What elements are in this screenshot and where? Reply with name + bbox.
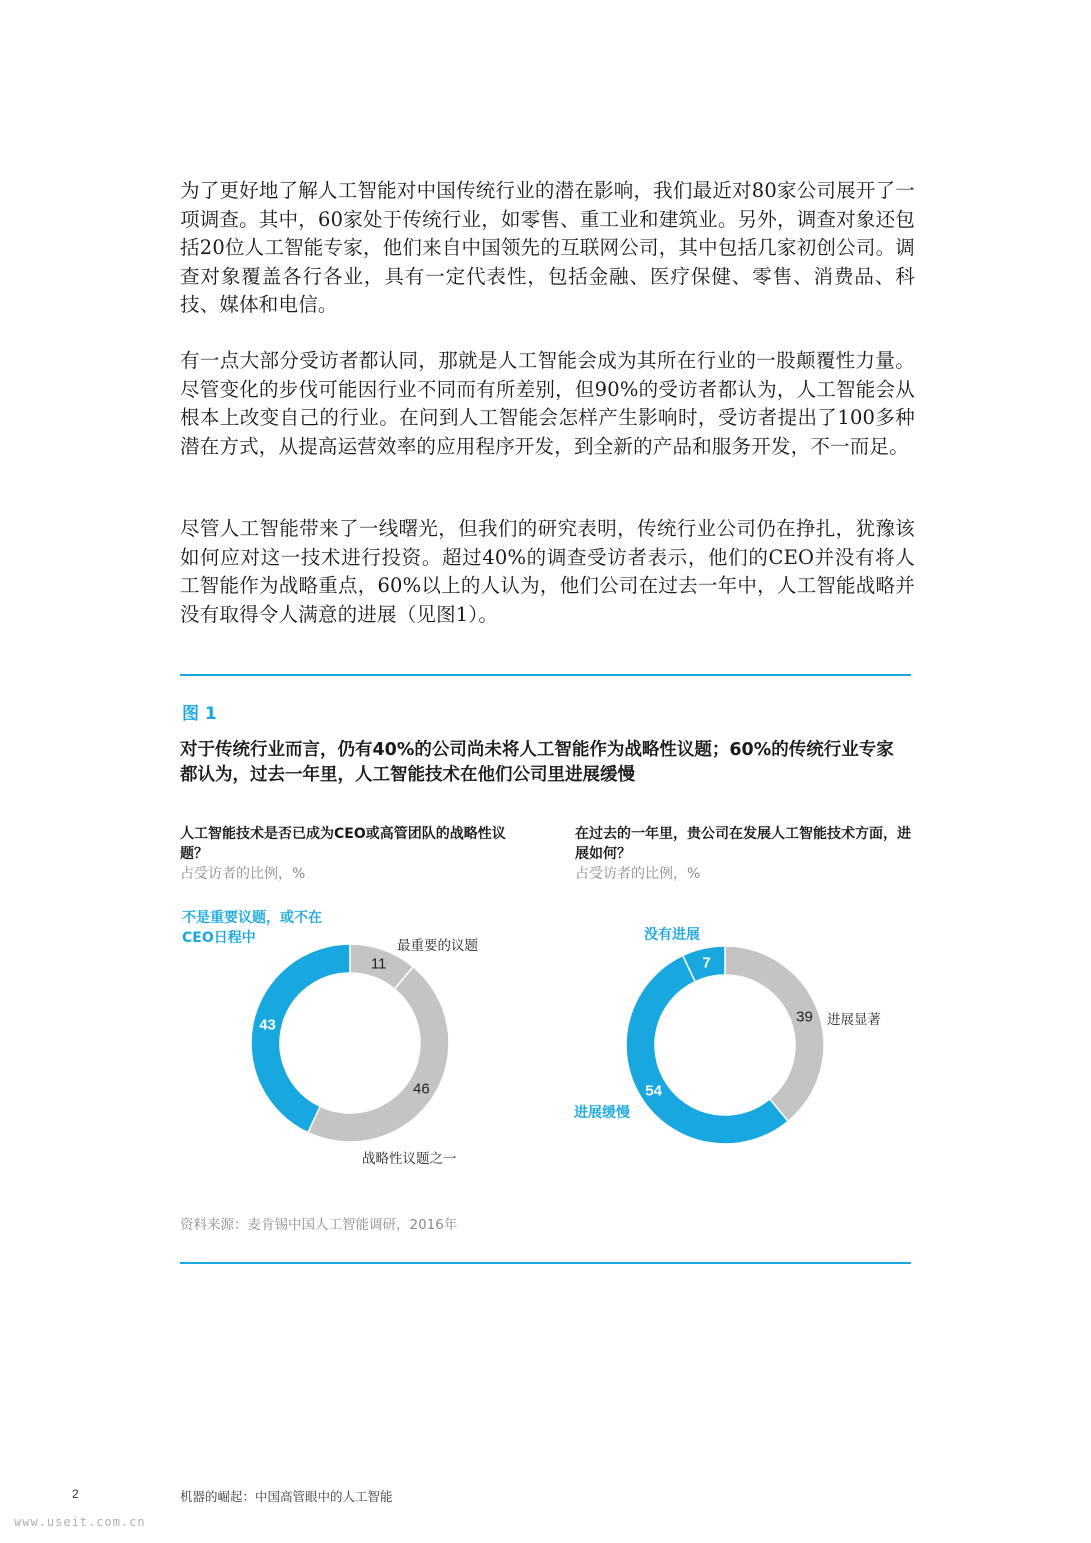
chart2-slice-label-significant: 进展显著: [827, 1012, 881, 1028]
figure-label: 图 1: [182, 704, 217, 724]
watermark: www.useit.com.cn: [14, 1515, 146, 1529]
chart1-value-label-0: 11: [370, 955, 387, 973]
chart2-slice-label-slow: 进展缓慢: [574, 1105, 630, 1121]
chart1-donut: [230, 923, 470, 1163]
chart2-slice-label-no-progress: 没有进展: [644, 927, 700, 943]
figure-bottom-rule: [180, 1262, 911, 1264]
figure-top-rule: [180, 674, 911, 676]
chart2-value-label-2: 7: [702, 954, 711, 972]
page-number: 2: [72, 1487, 79, 1501]
chart2-value-label-0: 39: [796, 1008, 813, 1026]
figure-source: 资料来源：麦肯锡中国人工智能调研，2016年: [180, 1217, 458, 1233]
figure-title: 对于传统行业而言，仍有40%的公司尚未将人工智能作为战略性议题；60%的传统行业专家都认为，过去一年里，人工智能技术在他们公司里进展缓慢: [180, 740, 894, 785]
chart1-slice-label-not-important: 不是重要议题，或不在CEO日程中: [182, 910, 322, 946]
chart1-title: 人工智能技术是否已成为CEO或高管团队的战略性议题？: [180, 826, 506, 862]
chart1-value-label-1: 46: [413, 1080, 430, 1098]
chart2-value-label-1: 54: [645, 1082, 662, 1100]
chart2-title: 在过去的一年里，贵公司在发展人工智能技术方面，进展如何？: [575, 826, 911, 862]
footer-title: 机器的崛起：中国高管眼中的人工智能: [180, 1489, 393, 1504]
body-paragraph-2: 有一点大部分受访者都认同，那就是人工智能会成为其所在行业的一股颠覆性力量。尽管变化的步伐可能因行业不同而有所差别，但90%的受访者都认为，人工智能会从根本上改变自己的行业。在问到人工智能会怎样产生影响时，受访者提出了100多种潜在方式，从提高运营效率的应用程序开发，到全新的产品和服务开发，不一而足。: [180, 349, 915, 458]
chart1-slice-label-one-of-strategic: 战略性议题之一: [362, 1151, 457, 1167]
body-paragraph-3: 尽管人工智能带来了一线曙光，但我们的研究表明，传统行业公司仍在挣扎，犹豫该如何应对这一技术进行投资。超过40%的调查受访者表示，他们的CEO并没有将人工智能作为战略重点，60%以上的人认为，他们公司在过去一年中，人工智能战略并没有取得令人满意的进展（见图1）。: [180, 517, 915, 626]
chart1-value-label-2: 43: [259, 1016, 276, 1034]
chart2-donut: [605, 925, 845, 1165]
chart1-slice-label-top-priority: 最重要的议题: [397, 938, 478, 954]
chart1-slice-2: [251, 944, 350, 1133]
body-paragraph-1: 为了更好地了解人工智能对中国传统行业的潜在影响，我们最近对80家公司展开了一项调查。其中，60家处于传统行业，如零售、重工业和建筑业。另外，调查对象还包括20位人工智能专家，他们来自中国领先的互联网公司，其中包括几家初创公司。调查对象覆盖各行各业，具有一定代表性，包括金融、医疗保健、零售、消费品、科技、媒体和电信。: [180, 179, 915, 317]
chart2-subtitle: 占受访者的比例，%: [575, 866, 701, 882]
chart1-slice-1: [308, 967, 449, 1142]
chart1-subtitle: 占受访者的比例，%: [180, 866, 306, 882]
chart2-slice-0: [725, 946, 824, 1121]
